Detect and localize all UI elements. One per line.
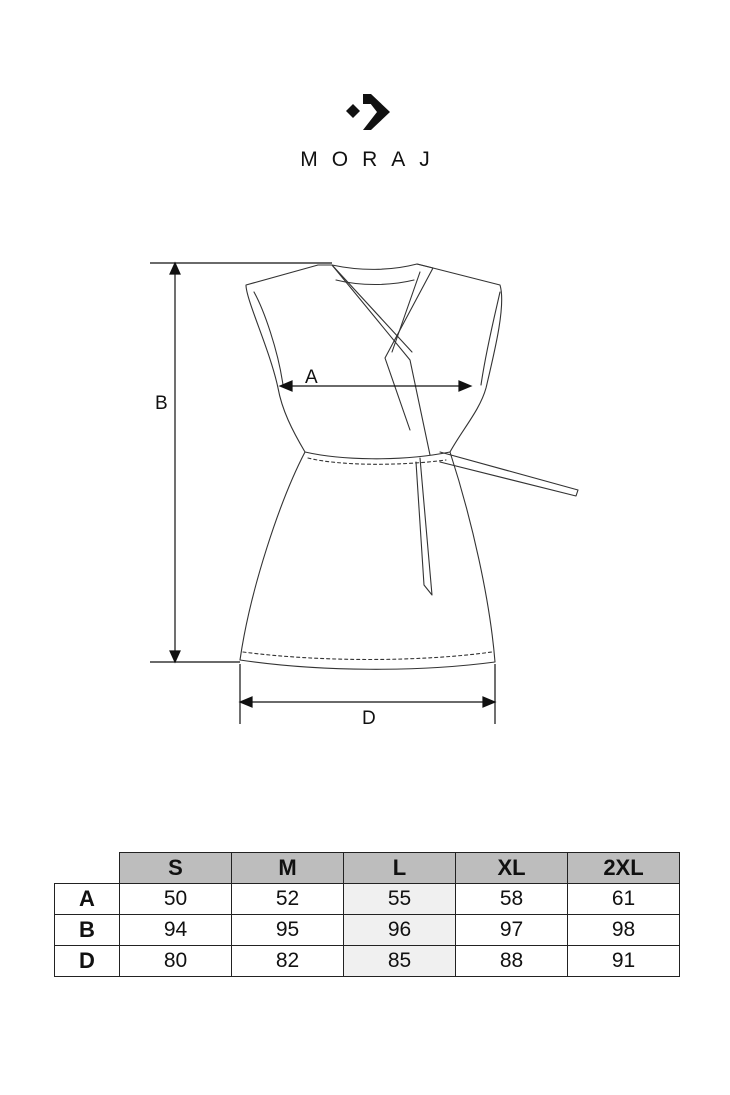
table-cell: 80 xyxy=(120,946,232,977)
size-header-2xl: 2XL xyxy=(568,853,680,884)
size-header-l: L xyxy=(344,853,456,884)
dimension-label-a: A xyxy=(305,367,318,388)
table-row xyxy=(55,946,680,977)
table-cell: 58 xyxy=(456,884,568,915)
row-label-b: B xyxy=(55,915,120,946)
size-table xyxy=(54,852,680,977)
table-cell: 85 xyxy=(344,946,456,977)
table-cell: 91 xyxy=(568,946,680,977)
table-cell: 94 xyxy=(120,915,232,946)
dimension-label-b: B xyxy=(155,393,168,414)
table-cell: 88 xyxy=(456,946,568,977)
table-corner xyxy=(55,853,120,884)
table-cell: 98 xyxy=(568,915,680,946)
dress-diagram xyxy=(0,230,730,750)
dimension-label-d: D xyxy=(362,708,376,729)
dress-outline xyxy=(240,264,502,669)
brand-name: MORAJ xyxy=(300,148,444,171)
table-cell: 95 xyxy=(232,915,344,946)
table-cell: 50 xyxy=(120,884,232,915)
size-header-row xyxy=(55,853,680,884)
table-cell: 52 xyxy=(232,884,344,915)
table-row xyxy=(55,884,680,915)
table-cell: 55 xyxy=(344,884,456,915)
row-label-a: A xyxy=(55,884,120,915)
size-header-m: M xyxy=(232,853,344,884)
size-header-s: S xyxy=(120,853,232,884)
table-cell: 82 xyxy=(232,946,344,977)
table-cell: 96 xyxy=(344,915,456,946)
brand-mark-icon xyxy=(344,90,392,134)
size-header-xl: XL xyxy=(456,853,568,884)
table-cell: 97 xyxy=(456,915,568,946)
table-row xyxy=(55,915,680,946)
table-cell: 61 xyxy=(568,884,680,915)
brand-logo xyxy=(0,0,730,200)
row-label-d: D xyxy=(55,946,120,977)
